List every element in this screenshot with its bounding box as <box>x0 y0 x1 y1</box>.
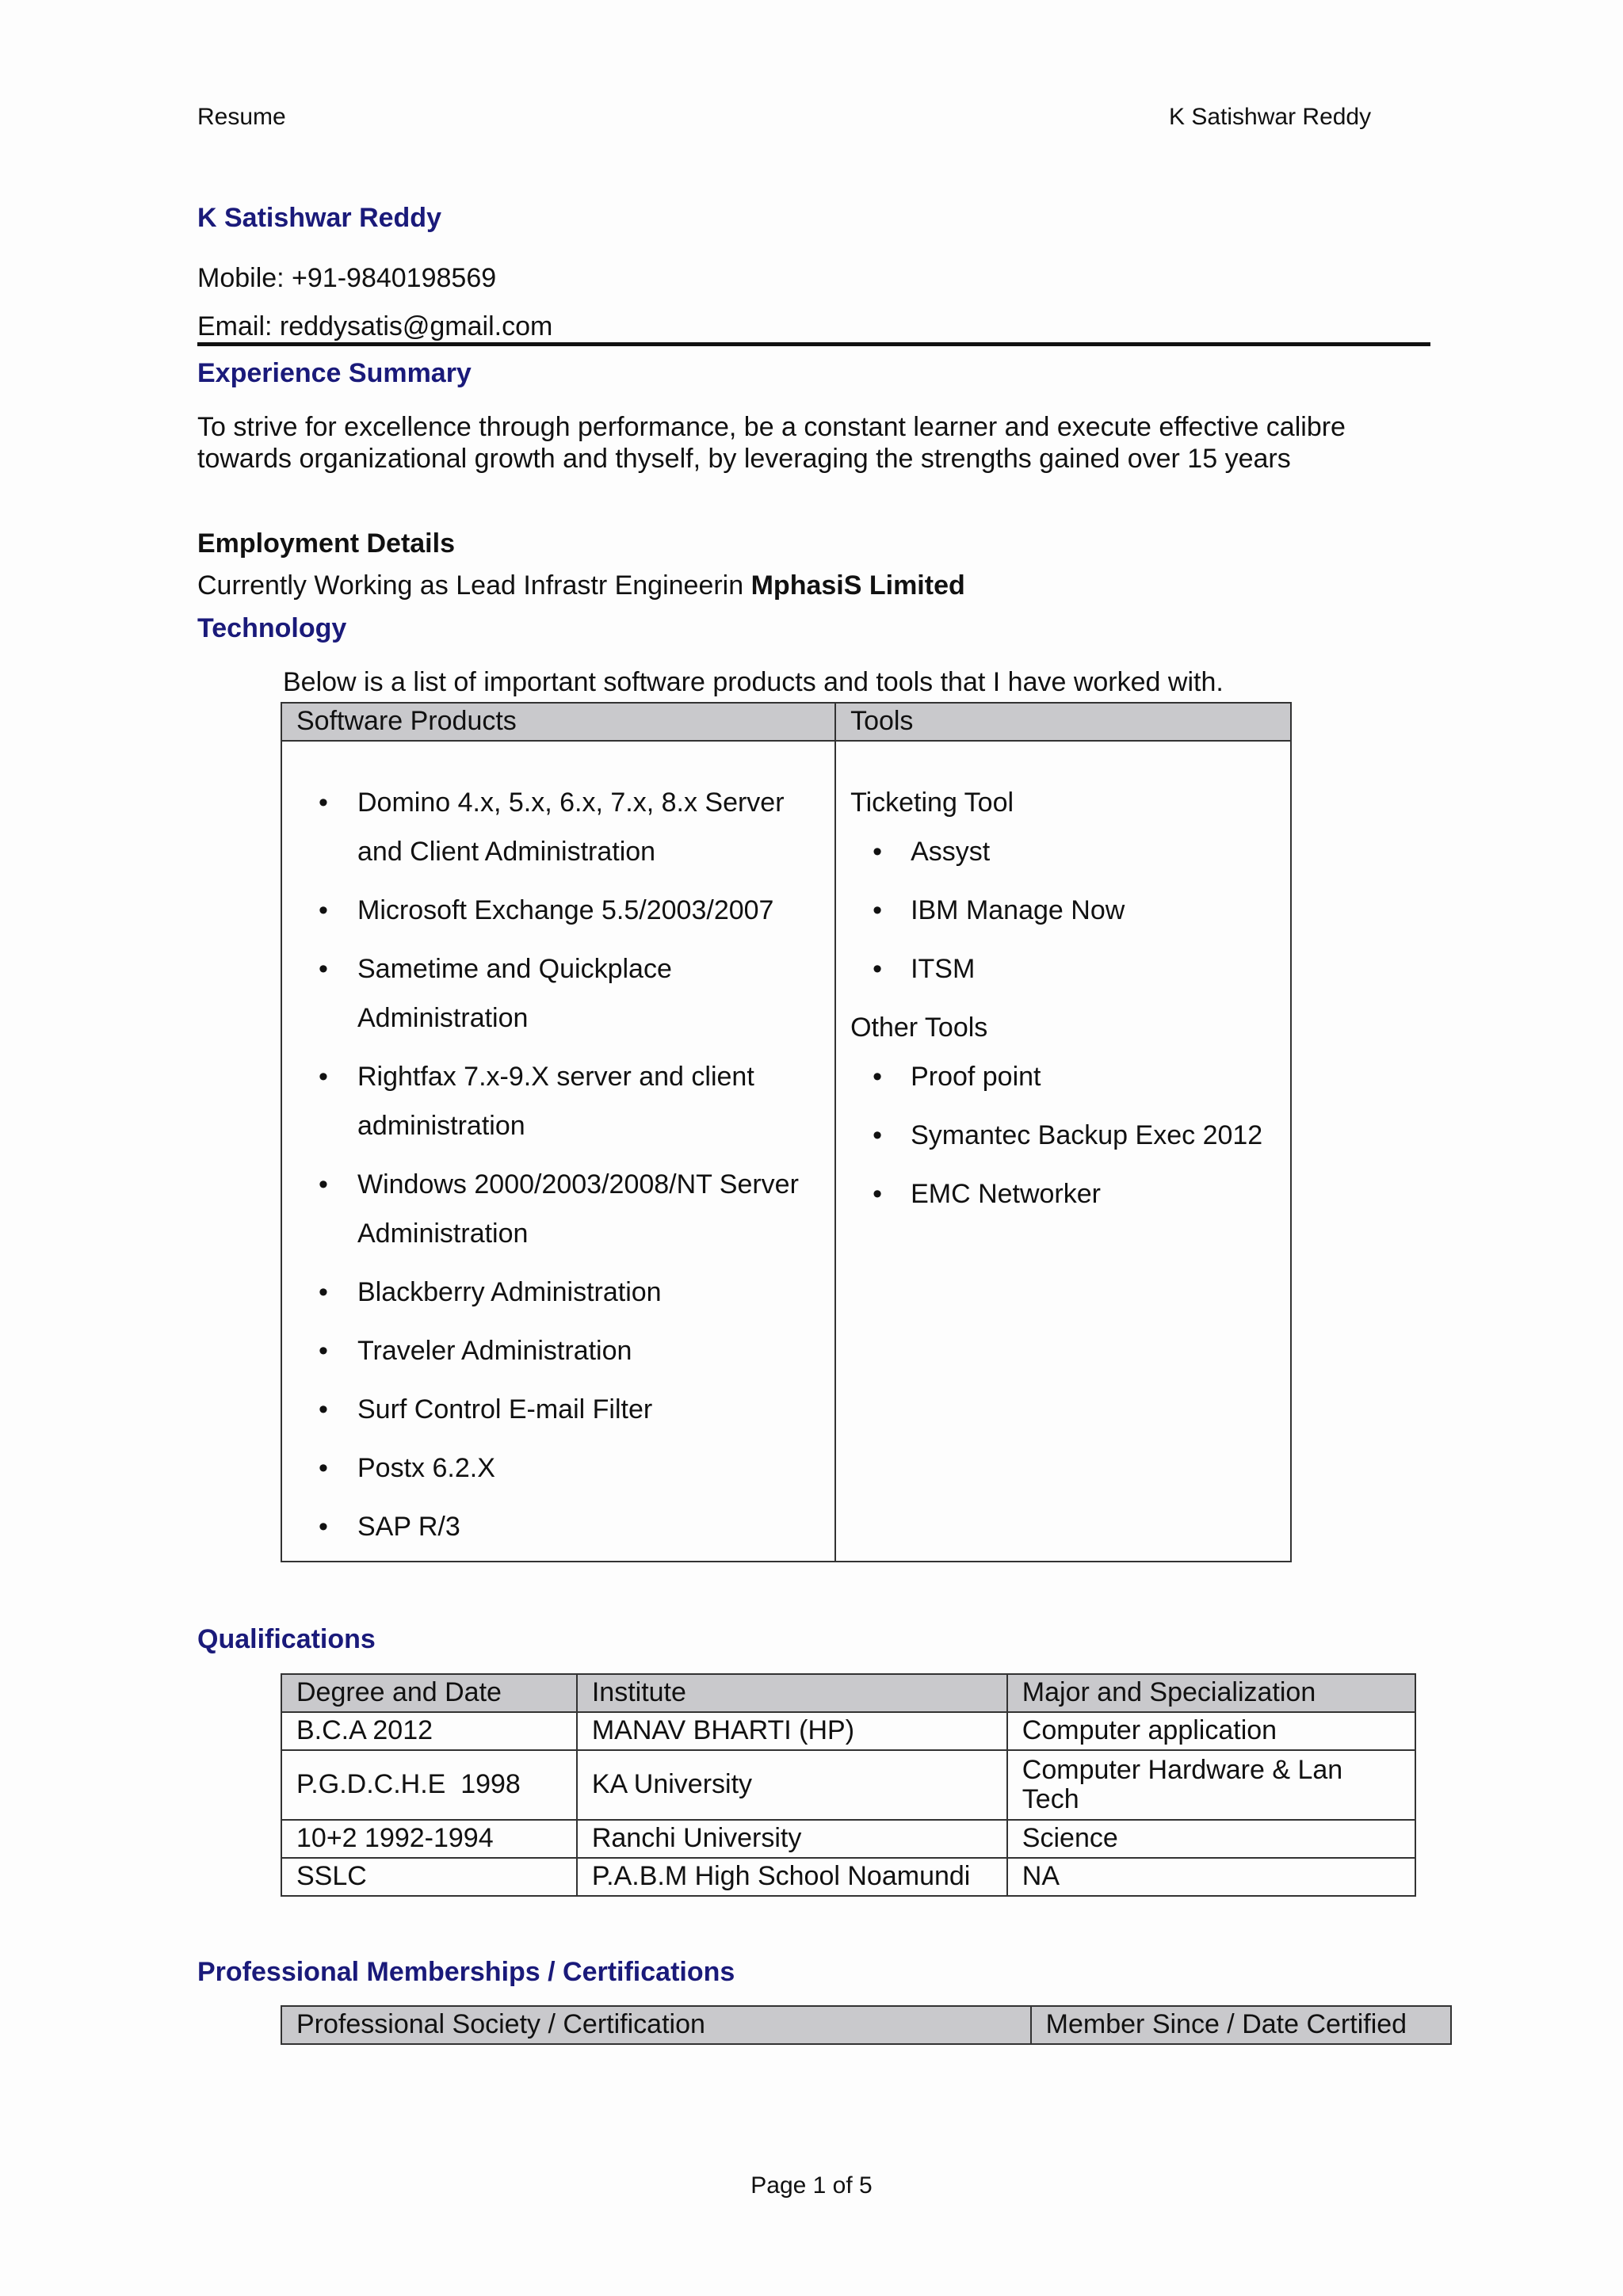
list-item: • Proof point <box>850 1052 1290 1101</box>
member-since-column-header: Member Since / Date Certified <box>1031 2006 1451 2044</box>
employment-heading: Employment Details <box>197 528 455 559</box>
email-line: Email: reddysatis@gmail.com <box>197 311 553 341</box>
table-row <box>281 1820 1415 1858</box>
degree-cell: B.C.A 2012 <box>281 1712 577 1750</box>
list-item: • Symantec Backup Exec 2012 <box>850 1111 1290 1160</box>
institute-cell: Ranchi University <box>577 1820 1007 1858</box>
list-item: • Windows 2000/2003/2008/NT Server Administration <box>282 1160 819 1258</box>
tools-cell <box>835 741 1291 1562</box>
candidate-name: K Satishwar Reddy <box>197 203 441 233</box>
memberships-table <box>281 2005 1452 2045</box>
table-row <box>281 1712 1415 1750</box>
employer-name: MphasiS Limited <box>750 570 965 601</box>
other-tools-heading: Other Tools <box>850 1013 988 1043</box>
software-cell <box>281 741 835 1562</box>
institute-cell: KA University <box>577 1750 1007 1820</box>
ticketing-tool-list <box>850 827 1290 994</box>
experience-summary-heading: Experience Summary <box>197 358 472 388</box>
software-products-header: Software Products <box>281 703 835 741</box>
list-item: • IBM Manage Now <box>850 886 1290 935</box>
degree-cell: SSLC <box>281 1858 577 1896</box>
degree-cell: 10+2 1992-1994 <box>281 1820 577 1858</box>
page-number: Page 1 of 5 <box>750 2172 873 2199</box>
institute-cell: MANAV BHARTI (HP) <box>577 1712 1007 1750</box>
memberships-heading: Professional Memberships / Certifications <box>197 1957 735 1987</box>
header-right-label: K Satishwar Reddy <box>1169 104 1372 130</box>
table-row <box>281 1858 1415 1896</box>
major-cell: Computer Hardware & Lan Tech <box>1007 1750 1415 1820</box>
summary-line-1: To strive for excellence through performance, be a constant learner and execute effective calibre <box>197 412 1346 442</box>
major-cell: Science <box>1007 1820 1415 1858</box>
list-item: • Postx 6.2.X <box>282 1444 819 1493</box>
list-item: • SAP R/3 <box>282 1502 819 1551</box>
other-tools-list <box>850 1052 1290 1219</box>
list-item: • Blackberry Administration <box>282 1268 819 1317</box>
technology-intro: Below is a list of important software products and tools that I have worked with. <box>283 667 1224 697</box>
header-left-label: Resume <box>197 104 286 130</box>
employment-text: Currently Working as Lead Infrastr Engineerin <box>197 570 744 601</box>
header-divider <box>197 342 1430 346</box>
table-row <box>281 1750 1415 1820</box>
mobile-line: Mobile: +91-9840198569 <box>197 263 497 293</box>
software-list <box>282 742 834 1551</box>
society-column-header: Professional Society / Certification <box>281 2006 1031 2044</box>
list-item: • ITSM <box>850 944 1290 994</box>
list-item: • Rightfax 7.x-9.X server and client administration <box>282 1052 819 1150</box>
list-item: • Traveler Administration <box>282 1326 819 1375</box>
list-item: • Assyst <box>850 827 1290 876</box>
list-item: • Sametime and Quickplace Administration <box>282 944 819 1043</box>
degree-cell: P.G.D.C.H.E 1998 <box>281 1750 577 1820</box>
summary-line-2: towards organizational growth and thyself, by leveraging the strengths gained over 15 years <box>197 444 1291 474</box>
qualifications-table <box>281 1673 1416 1897</box>
institute-column-header: Institute <box>577 1674 1007 1712</box>
list-item: • Microsoft Exchange 5.5/2003/2007 <box>282 886 819 935</box>
qualifications-heading: Qualifications <box>197 1624 376 1654</box>
major-cell: Computer application <box>1007 1712 1415 1750</box>
institute-cell: P.A.B.M High School Noamundi <box>577 1858 1007 1896</box>
ticketing-tool-heading: Ticketing Tool <box>850 788 1014 818</box>
major-cell: NA <box>1007 1858 1415 1896</box>
list-item: • Domino 4.x, 5.x, 6.x, 7.x, 8.x Server and Client Administration <box>282 778 819 876</box>
list-item: • Surf Control E-mail Filter <box>282 1385 819 1434</box>
degree-column-header: Degree and Date <box>281 1674 577 1712</box>
list-item: • EMC Networker <box>850 1169 1290 1219</box>
technology-heading: Technology <box>197 613 347 643</box>
technology-table <box>281 702 1292 1562</box>
major-column-header: Major and Specialization <box>1007 1674 1415 1712</box>
employment-line <box>197 570 965 601</box>
tools-header: Tools <box>835 703 1291 741</box>
